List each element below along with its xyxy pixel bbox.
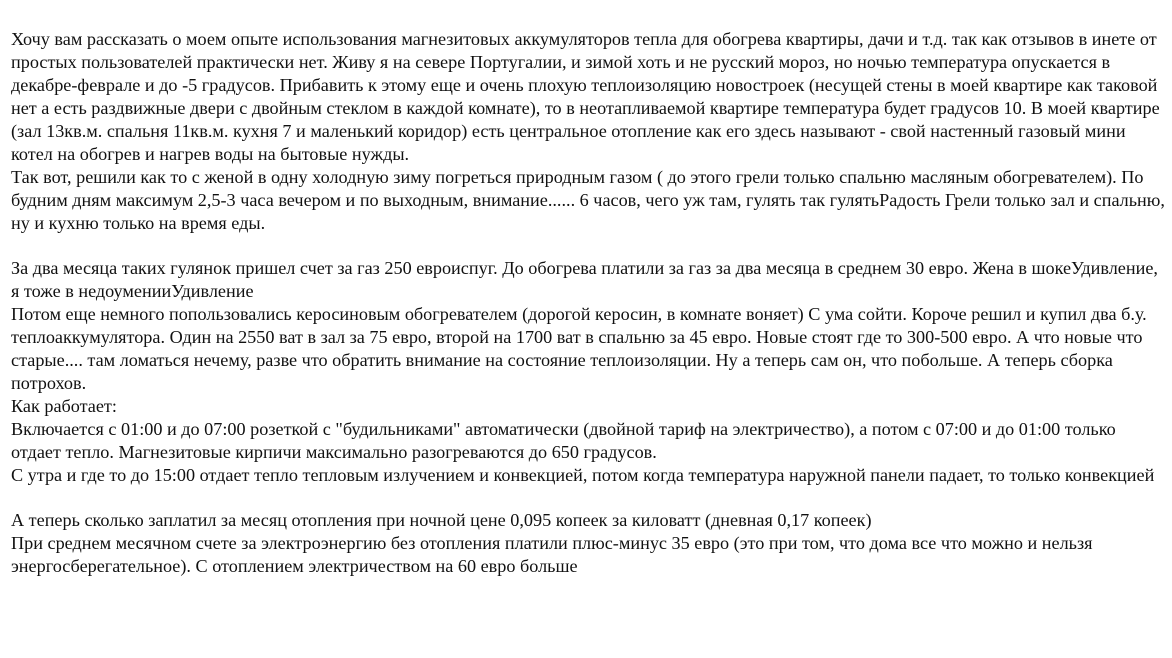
paragraph-intro: Хочу вам рассказать о моем опыте использования магнезитовых аккумуляторов тепла для обогрева квартиры, дачи и т.д. так как отзывов в инете от простых пользователей практически нет. Живу я на севере Португалии, и зимой хоть и не русский мороз, но ночью температура опускается в декабре-феврале и до -5 градусов. Прибавить к этому еще и очень плохую теплоизоляцию новостроек (несущей стены в моей квартире как таковой нет а есть раздвижные двери с двойным стеклом в каждой комнате), то в неотапливаемой квартире температура будет градусов 10. В моей квартире (зал 13кв.м. спальня 11кв.м. кухня 7 и маленький коридор) есть центральное отопление как его здесь называют - свой настенный газовый мини котел на обогрев и нагрев воды на бытовые нужды. bbox=[11, 29, 1160, 164]
paragraph-gas-heating: Так вот, решили как то с женой в одну холодную зиму погреться природным газом ( до этого грели только спальню масляным обогревателем). По будним дням максимум 2,5-3 часа вечером и по выходным, внимание...... 6 часов, чего уж там, гулять так гулятьРадость Грели только зал и спальню, ну и кухню только на время еды. bbox=[11, 167, 1165, 233]
paragraph-heat-output: С утра и где то до 15:00 отдает тепло тепловым излучением и конвекцией, потом когда температура наружной панели падает, то только конвекцией bbox=[11, 465, 1155, 485]
paragraph-gas-bill: За два месяца таких гулянок пришел счет за газ 250 евроиспуг. До обогрева платили за газ за два месяца в среднем 30 евро. Жена в шокеУдивление, я тоже в недоуменииУдивление bbox=[11, 258, 1158, 301]
paragraph-how-it-works-heading: Как работает: bbox=[11, 396, 117, 416]
paragraph-spacer bbox=[11, 487, 1166, 509]
paragraph-monthly-cost: А теперь сколько заплатил за месяц отопления при ночной цене 0,095 копеек за киловатт (дневная 0,17 копеек) bbox=[11, 510, 872, 530]
article-body bbox=[11, 28, 1166, 578]
paragraph-schedule: Включается с 01:00 и до 07:00 розеткой с "будильниками" автоматически (двойной тариф на электричество), а потом с 07:00 и до 01:00 только отдает тепло. Магнезитовые кирпичи максимально разогреваются до 650 градусов. bbox=[11, 419, 1116, 462]
paragraph-spacer bbox=[11, 235, 1166, 257]
paragraph-electricity-bill: При среднем месячном счете за электроэнергию без отопления платили плюс-минус 35 евро (это при том, что дома все что можно и нельзя энергосберегательное). С отоплением электричеством на 60 евро больше bbox=[11, 533, 1093, 576]
paragraph-kerosene-and-purchase: Потом еще немного попользовались керосиновым обогревателем (дорогой керосин, в комнате воняет) С ума сойти. Короче решил и купил два б.у. теплоаккумулятора. Один на 2550 ват в зал за 75 евро, второй на 1700 ват в спальню за 45 евро. Новые стоят где то 300-500 евро. А что новые что старые.... там ломаться нечему, разве что обратить внимание на состояние теплоизоляции. Ну а теперь сам он, что побольше. А теперь сборка потрохов. bbox=[11, 304, 1147, 393]
